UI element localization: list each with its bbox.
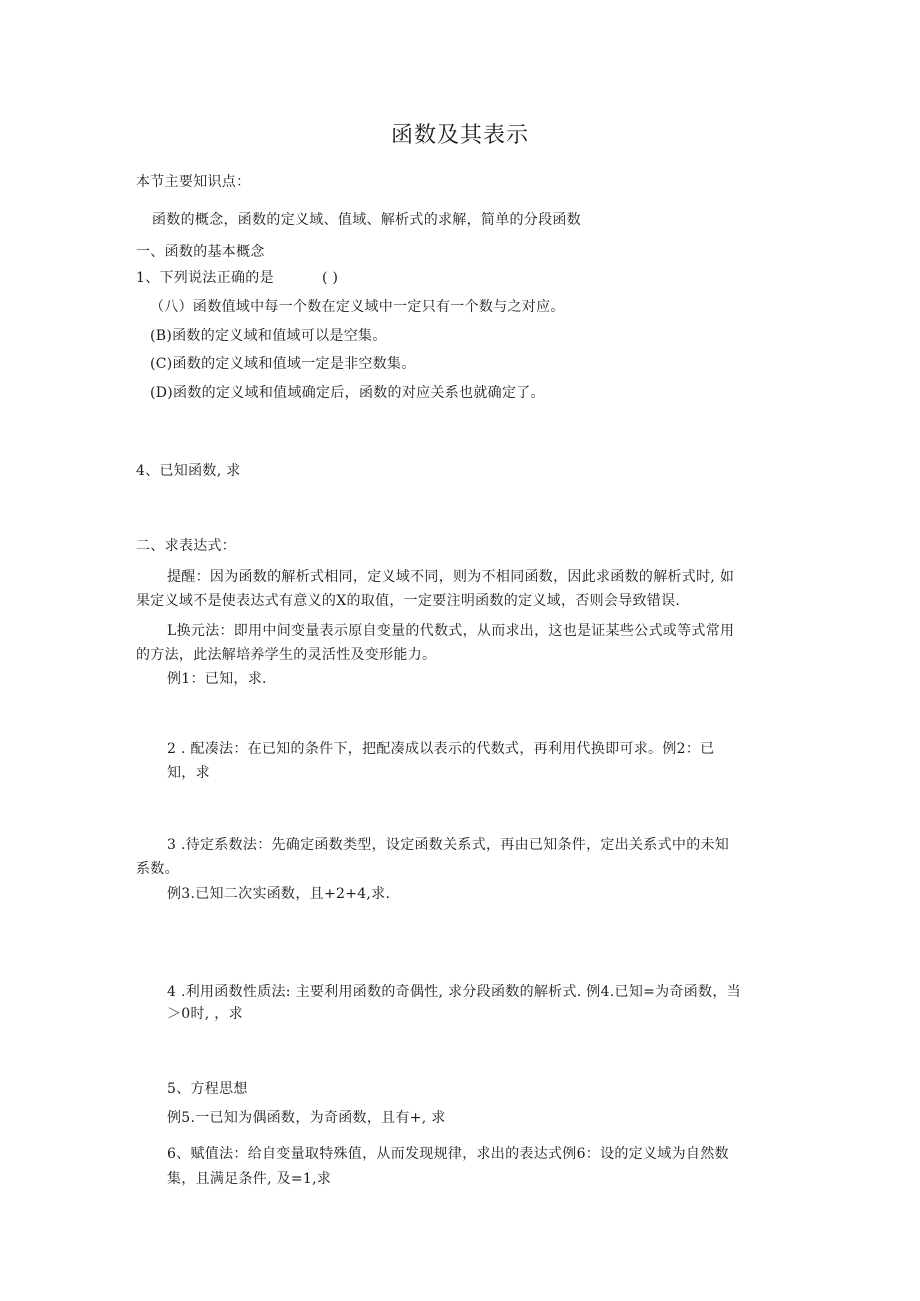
method-6-line-2: 集，且满足条件, 及=1,求 (167, 1171, 332, 1187)
method-1-line-2: 的方法，此法解培养学生的灵活性及变形能力。 (136, 647, 437, 663)
method-3-line-1: 3 .待定系数法：先确定函数类型，设定函数关系式，再由已知条件，定出关系式中的未知 (167, 837, 730, 853)
option-a: （八）函数值域中每一个数在定义域中一定只有一个数与之对应。 (150, 299, 565, 315)
method-4-line-1: 4 .利用函数性质法: 主要利用函数的奇偶性, 求分段函数的解析式. 例4.已知=为奇函数，当 (167, 984, 741, 1000)
method-1-line-1: L换元法：即用中间变量表示原自变量的代数式，从而求出，这也是证某些公式或等式常用 (167, 623, 735, 639)
answer-paren: ( ) (322, 270, 339, 286)
section1-heading: 一、函数的基本概念 (136, 244, 265, 260)
reminder-line-2: 果定义域不是使表达式有意义的X的取值，一定要注明函数的定义域，否则会导致错误. (136, 593, 681, 609)
example-5: 例5.一已知为偶函数，为奇函数，且有+, 求 (167, 1110, 446, 1126)
method-2-line-1: 2 . 配凑法：在已知的条件下，把配凑成以表示的代数式，再利用代换即可求。例2：已 (167, 741, 715, 757)
reminder-line-1: 提醒：因为函数的解析式相同，定义域不同，则为不相同函数，因此求函数的解析式时, 如 (167, 569, 735, 585)
example-1: 例1：已知，求. (167, 671, 267, 687)
intro-label: 本节主要知识点： (136, 174, 251, 190)
page-title: 函数及其表示 (390, 123, 529, 148)
question-1-stem: 1、下列说法正确的是 (136, 270, 274, 286)
option-b: (B)函数的定义域和值域可以是空集。 (150, 328, 387, 344)
intro-text: 函数的概念，函数的定义域、值域、解析式的求解，简单的分段函数 (152, 212, 581, 228)
method-2-line-2: 知，求 (167, 765, 210, 781)
option-d: (D)函数的定义域和值域确定后，函数的对应关系也就确定了。 (150, 385, 545, 401)
option-c: (C)函数的定义域和值域一定是非空数集。 (150, 356, 416, 372)
question-4: 4、已知函数, 求 (136, 463, 241, 479)
example-3: 例3.已知二次实函数，且+2+4,求. (167, 886, 391, 902)
method-6-line-1: 6、赋值法：给自变量取特殊值，从而发现规律，求出的表达式例6：设的定义域为自然数 (167, 1146, 729, 1162)
method-3-line-2: 系数。 (136, 861, 179, 877)
section2-heading: 二、求表达式： (136, 538, 237, 554)
method-5: 5、方程思想 (167, 1081, 248, 1097)
method-4-line-2: ＞0时, ，求 (167, 1006, 243, 1022)
